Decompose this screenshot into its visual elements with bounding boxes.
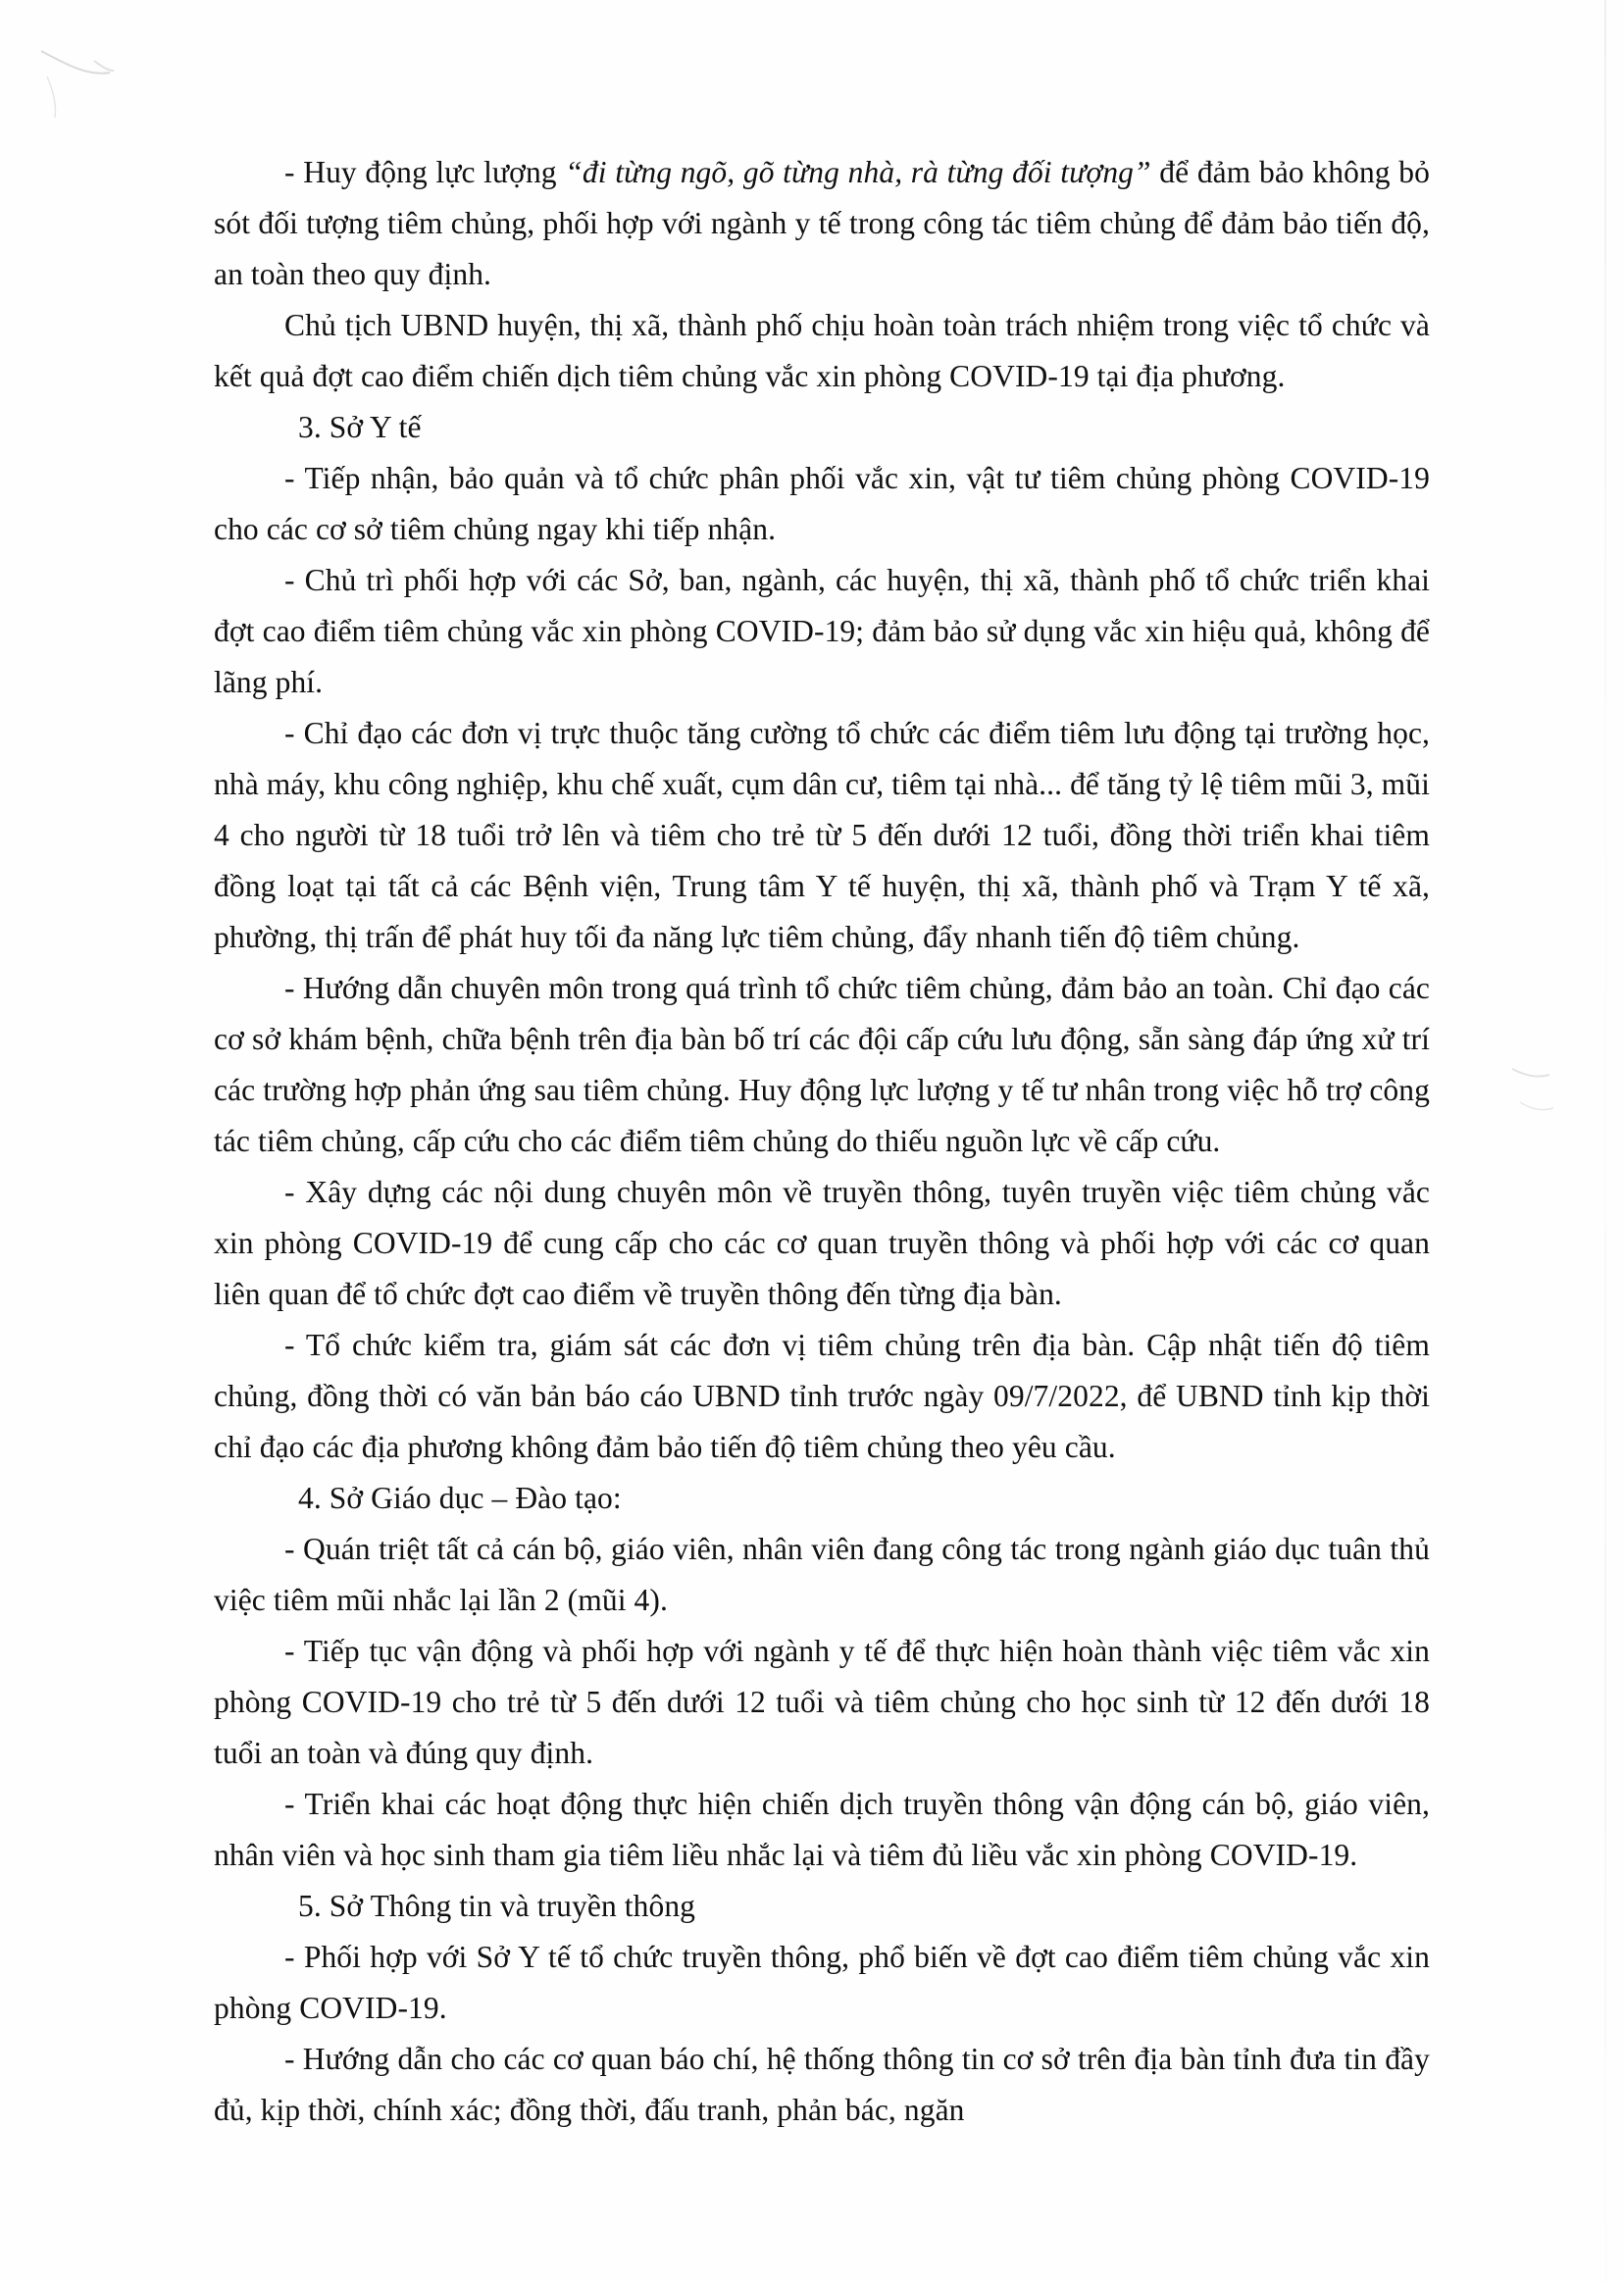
scan-artifact-mid-right bbox=[1506, 1059, 1565, 1128]
text-run: Chủ tịch UBND huyện, thị xã, thành phố chịu hoàn toàn trách nhiệm trong việc tổ chức và kết quả đợt cao điểm chiến dịch tiêm chủng vắc xin phòng COVID-19 tại địa phương. bbox=[214, 308, 1430, 393]
text-run: - Chỉ đạo các đơn vị trực thuộc tăng cường tổ chức các điểm tiêm lưu động tại trường học, nhà máy, khu công nghiệp, khu chế xuất, cụm dân cư, tiêm tại nhà... để tăng tỷ lệ tiêm mũi 3, mũi 4 cho người từ 18 tuổi trở lên và tiêm cho trẻ từ 5 đến dưới 12 tuổi, đồng thời triển khai tiêm đồng loạt tại tất cả các Bệnh viện, Trung tâm Y tế huyện, thị xã, thành phố và Trạm Y tế xã, phường, thị trấn để phát huy tối đa năng lực tiêm chủng, đẩy nhanh tiến độ tiêm chủng. bbox=[214, 716, 1430, 954]
paragraph bbox=[214, 1626, 1430, 1779]
scan-edge-line bbox=[1604, 0, 1606, 2281]
paragraph bbox=[214, 1320, 1430, 1473]
paragraph bbox=[214, 708, 1430, 963]
text-run: 4. Sở Giáo dục – Đào tạo: bbox=[298, 1481, 622, 1515]
paragraph bbox=[214, 1881, 1430, 1932]
paragraph bbox=[214, 2034, 1430, 2136]
text-run: - Hướng dẫn cho các cơ quan báo chí, hệ thống thông tin cơ sở trên địa bàn tỉnh đưa tin đầy đủ, kịp thời, chính xác; đồng thời, đấu tranh, phản bác, ngăn bbox=[214, 2042, 1430, 2127]
text-run: - Huy động lực lượng bbox=[284, 155, 566, 189]
text-run: - Tiếp tục vận động và phối hợp với ngành y tế để thực hiện hoàn thành việc tiêm vắc xin phòng COVID-19 cho trẻ từ 5 đến dưới 12 tuổi và tiêm chủng cho học sinh từ 12 đến dưới 18 tuổi an toàn và đúng quy định. bbox=[214, 1634, 1430, 1770]
paragraph bbox=[214, 147, 1430, 300]
text-run: 3. Sở Y tế bbox=[298, 410, 422, 444]
text-run: - Quán triệt tất cả cán bộ, giáo viên, nhân viên đang công tác trong ngành giáo dục tuân thủ việc tiêm mũi nhắc lại lần 2 (mũi 4). bbox=[214, 1532, 1430, 1617]
text-run: 5. Sở Thông tin và truyền thông bbox=[298, 1889, 696, 1923]
paragraph bbox=[214, 1167, 1430, 1320]
paragraph bbox=[214, 555, 1430, 708]
scan-artifact-top-left bbox=[37, 47, 155, 135]
paragraph bbox=[214, 453, 1430, 555]
paragraph bbox=[214, 963, 1430, 1167]
text-run: - Phối hợp với Sở Y tế tổ chức truyền thông, phổ biến về đợt cao điểm tiêm chủng vắc xin phòng COVID-19. bbox=[214, 1940, 1430, 2025]
text-run: - Chủ trì phối hợp với các Sở, ban, ngành, các huyện, thị xã, thành phố tổ chức triển khai đợt cao điểm tiêm chủng vắc xin phòng COVID-19; đảm bảo sử dụng vắc xin hiệu quả, không để lãng phí. bbox=[214, 563, 1430, 699]
document-body bbox=[214, 147, 1430, 2136]
paragraph bbox=[214, 1779, 1430, 1881]
paragraph bbox=[214, 1473, 1430, 1524]
text-run: để đảm bảo không bỏ sót đối tượng tiêm chủng, phối hợp với ngành y tế trong công tác tiêm chủng để đảm bảo tiến độ, an toàn theo quy định. bbox=[214, 155, 1430, 291]
text-run: - Tổ chức kiểm tra, giám sát các đơn vị tiêm chủng trên địa bàn. Cập nhật tiến độ tiêm chủng, đồng thời có văn bản báo cáo UBND tỉnh trước ngày 09/7/2022, để UBND tỉnh kịp thời chỉ đạo các địa phương không đảm bảo tiến độ tiêm chủng theo yêu cầu. bbox=[214, 1328, 1430, 1464]
paragraph bbox=[214, 1524, 1430, 1626]
text-run: - Triển khai các hoạt động thực hiện chiến dịch truyền thông vận động cán bộ, giáo viên, nhân viên và học sinh tham gia tiêm liều nhắc lại và tiêm đủ liều vắc xin phòng COVID-19. bbox=[214, 1787, 1430, 1872]
paragraph bbox=[214, 300, 1430, 402]
quoted-phrase: “đi từng ngõ, gõ từng nhà, rà từng đối tượng” bbox=[565, 155, 1151, 189]
paragraph bbox=[214, 402, 1430, 453]
paragraph bbox=[214, 1932, 1430, 2034]
text-run: - Xây dựng các nội dung chuyên môn về truyền thông, tuyên truyền việc tiêm chủng vắc xin phòng COVID-19 để cung cấp cho các cơ quan truyền thông và phối hợp với các cơ quan liên quan để tổ chức đợt cao điểm về truyền thông đến từng địa bàn. bbox=[214, 1175, 1430, 1311]
text-run: - Hướng dẫn chuyên môn trong quá trình tổ chức tiêm chủng, đảm bảo an toàn. Chỉ đạo các cơ sở khám bệnh, chữa bệnh trên địa bàn bố trí các đội cấp cứu lưu động, sẵn sàng đáp ứng xử trí các trường hợp phản ứng sau tiêm chủng. Huy động lực lượng y tế tư nhân trong việc hỗ trợ công tác tiêm chủng, cấp cứu cho các điểm tiêm chủng do thiếu nguồn lực về cấp cứu. bbox=[214, 971, 1430, 1158]
text-run: - Tiếp nhận, bảo quản và tổ chức phân phối vắc xin, vật tư tiêm chủng phòng COVID-19 cho các cơ sở tiêm chủng ngay khi tiếp nhận. bbox=[214, 461, 1430, 546]
